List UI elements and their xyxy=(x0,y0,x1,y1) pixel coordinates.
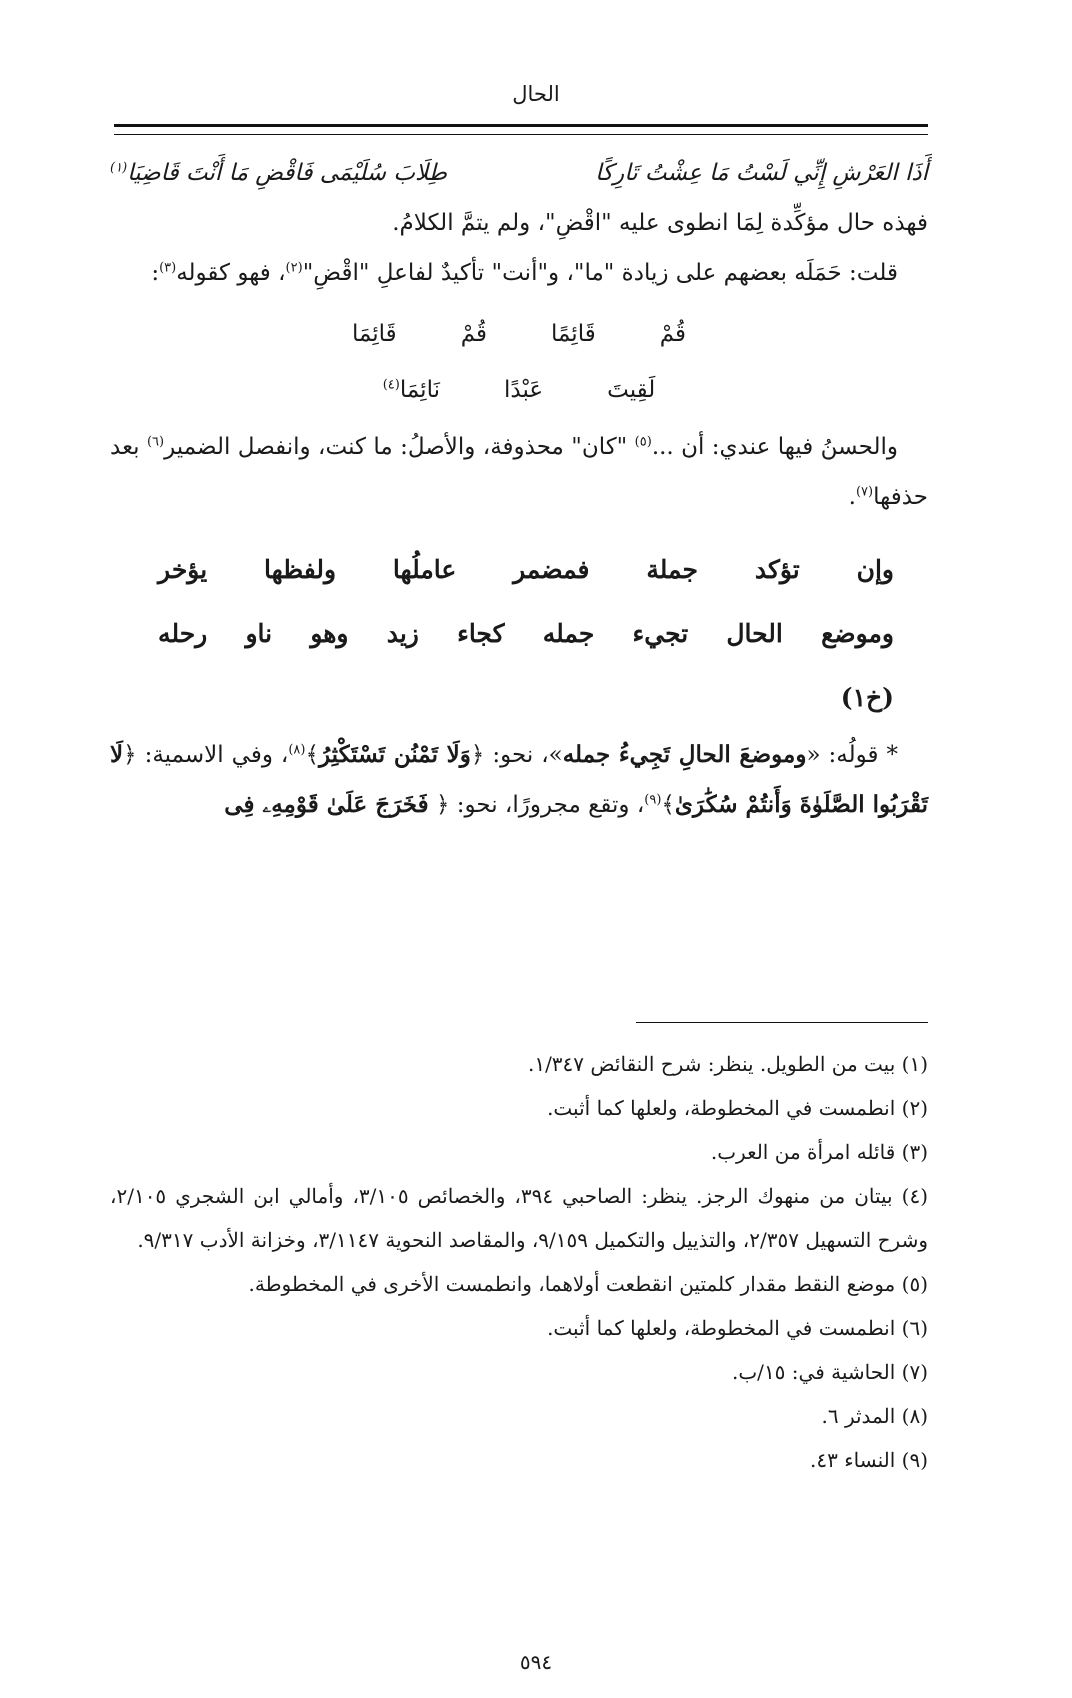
rajaz-line-2 xyxy=(110,362,928,418)
quran-verse: لَا تَقْرَبُوا الصَّلَوٰةَ وَأَنتُمْ سُكَٰرَىٰ xyxy=(110,741,928,818)
main-text xyxy=(110,148,928,830)
p2-text-b: ، فهو كقوله xyxy=(176,260,286,286)
footnote-ref: (٨) xyxy=(288,742,306,758)
footnote-ref: (٦) xyxy=(146,434,165,450)
p2-text-c: : xyxy=(151,260,160,286)
rajaz-word: لَقِيتَ xyxy=(607,377,656,403)
running-title: الحال xyxy=(512,82,560,106)
p4-text-f: ، وتقع مجرورًا، نحو: ﴿ xyxy=(428,792,645,818)
p3-text-a: والحسنُ فيها عندي: أن ... xyxy=(651,434,899,460)
p3-text-c: بعد حذفها xyxy=(110,434,928,510)
quran-verse: وَلَا تَمْنُن تَسْتَكْثِرُ xyxy=(318,741,471,768)
footnote-ref: (٢) xyxy=(285,260,303,276)
verse-right-hemistich: أَذَا العَرْشِ إِنِّي لَسْتُ مَا عِشْتُ تَارِكًا xyxy=(595,160,928,186)
footnote-ref: (٧) xyxy=(855,484,874,500)
alfiya-word: تؤكد xyxy=(754,555,800,584)
footnote-6: (٦) انطمست في المخطوطة، ولعلها كما أثبت. xyxy=(547,1316,928,1340)
alfiya-word: يؤخر xyxy=(158,555,208,584)
p4-text-a: * قولُه: « xyxy=(806,742,898,768)
footnote-ref: (٩) xyxy=(644,792,662,808)
footnote-rule xyxy=(636,1022,928,1023)
verse-top xyxy=(110,148,928,198)
footnote-ref: (٤) xyxy=(382,377,400,393)
alfiya-manuscript-tag: (خ١) xyxy=(840,683,894,712)
paragraph-3 xyxy=(110,422,928,522)
footnote-1: (١) بيت من الطويل. ينظر: شرح النقائض ١/٣٤٧. xyxy=(527,1052,928,1076)
rajaz-word: قَائِمًا xyxy=(551,321,596,347)
alfiya-word: ولفظها xyxy=(264,555,337,584)
alfiya-word: زيد xyxy=(386,619,419,648)
rajaz-verse xyxy=(110,306,928,418)
footnote-8: (٨) المدثر ٦. xyxy=(821,1404,928,1428)
header-rule-thick xyxy=(114,124,928,127)
paragraph-2 xyxy=(110,248,928,298)
alfiya-verse xyxy=(110,538,928,730)
rajaz-word: نَائِمَا xyxy=(399,377,440,403)
rajaz-word-last xyxy=(383,362,440,418)
footnote-ref: (٣) xyxy=(159,260,177,276)
paragraph-1: فهذه حال مؤكِّدة لِمَا انطوى عليه "اقْضِ"، ولم يتمَّ الكلامُ. xyxy=(392,210,928,236)
footnote-9: (٩) النساء ٤٣. xyxy=(810,1448,928,1472)
p3-text-b: "كان" محذوفة، والأصلُ: ما كنت، وانفصل الضمير xyxy=(164,434,635,460)
rajaz-word: قَائِمَا xyxy=(351,321,397,347)
footnote-5: (٥) موضع النقط مقدار كلمتين انقطعت أولاهما، وانطمست الأخرى في المخطوطة. xyxy=(248,1272,928,1296)
alfiya-word: الحال xyxy=(726,619,783,648)
p2-text-a: قلت: حَمَلَه بعضهم على زيادة "ما"، و"أنت" تأكيدٌ لفاعلِ "اقْضِ" xyxy=(302,260,898,286)
alfiya-word: جملة xyxy=(646,555,698,584)
alfiya-word: وإن xyxy=(856,555,894,584)
alfiya-word: كجاء xyxy=(457,619,505,648)
rajaz-word: قُمْ xyxy=(659,321,687,347)
p4-bold-quote: وموضعَ الحالِ تَجِيءُ جمله xyxy=(562,741,807,768)
footnote-4: (٤) بيتان من منهوك الرجز. ينظر: الصاحبي ٣٩٤، والخصائص ٣/١٠٥، وأمالي ابن الشجري ٢/١٠٥، وشرح التسهيل ٢/٣٥٧، والتذييل والتكميل ٩/١٥٩، والمقاصد النحوية ٣/١١٤٧، وخزانة الأدب ٩/٣١٧. xyxy=(110,1184,928,1252)
verse-left-text: طِلَابَ سُلَيْمَى فَاقْضِ مَا أَنْتَ قَاضِيَا xyxy=(127,160,448,186)
verse-left-hemistich xyxy=(110,148,447,198)
alfiya-word: ناو xyxy=(245,619,273,648)
p4-text-c: ﴾ xyxy=(305,742,319,768)
footnote-7: (٧) الحاشية في: ١٥/ب. xyxy=(732,1360,928,1384)
rajaz-word: عَبْدًا xyxy=(503,377,544,403)
quran-verse: فَخَرَجَ عَلَىٰ قَوْمِهِۦ فِى xyxy=(224,791,429,818)
alfiya-word: تجيء xyxy=(632,619,689,648)
footnote-ref: (١) xyxy=(110,160,128,176)
footnote-2: (٢) انطمست في المخطوطة، ولعلها كما أثبت. xyxy=(547,1096,928,1120)
alfiya-word: رحله xyxy=(158,619,208,648)
header-rule-thin xyxy=(114,134,928,135)
alfiya-word: وهو xyxy=(310,619,349,648)
page-number: ٥٩٤ xyxy=(519,1650,553,1674)
alfiya-word: عاملُها xyxy=(392,555,457,584)
p4-text-d: ، وفي الاسمية: ﴿ xyxy=(123,742,289,768)
paragraph-4 xyxy=(110,730,928,830)
alfiya-word: فمضمر xyxy=(513,555,590,584)
rajaz-word: قُمْ xyxy=(460,321,487,347)
alfiya-word: وموضع xyxy=(821,619,894,648)
footnotes xyxy=(110,1042,928,1482)
rajaz-line-1 xyxy=(110,306,928,362)
alfiya-word: جمله xyxy=(542,619,595,648)
p3-text-d: . xyxy=(848,484,856,510)
p4-text-b: »، نحو: ﴿ xyxy=(470,742,563,768)
alfiya-line-1 xyxy=(110,538,928,602)
footnote-3: (٣) قائله امرأة من العرب. xyxy=(710,1140,928,1164)
p4-text-e: ﴾ xyxy=(661,792,675,818)
footnote-ref: (٥) xyxy=(634,434,652,450)
alfiya-line-2 xyxy=(110,602,928,666)
